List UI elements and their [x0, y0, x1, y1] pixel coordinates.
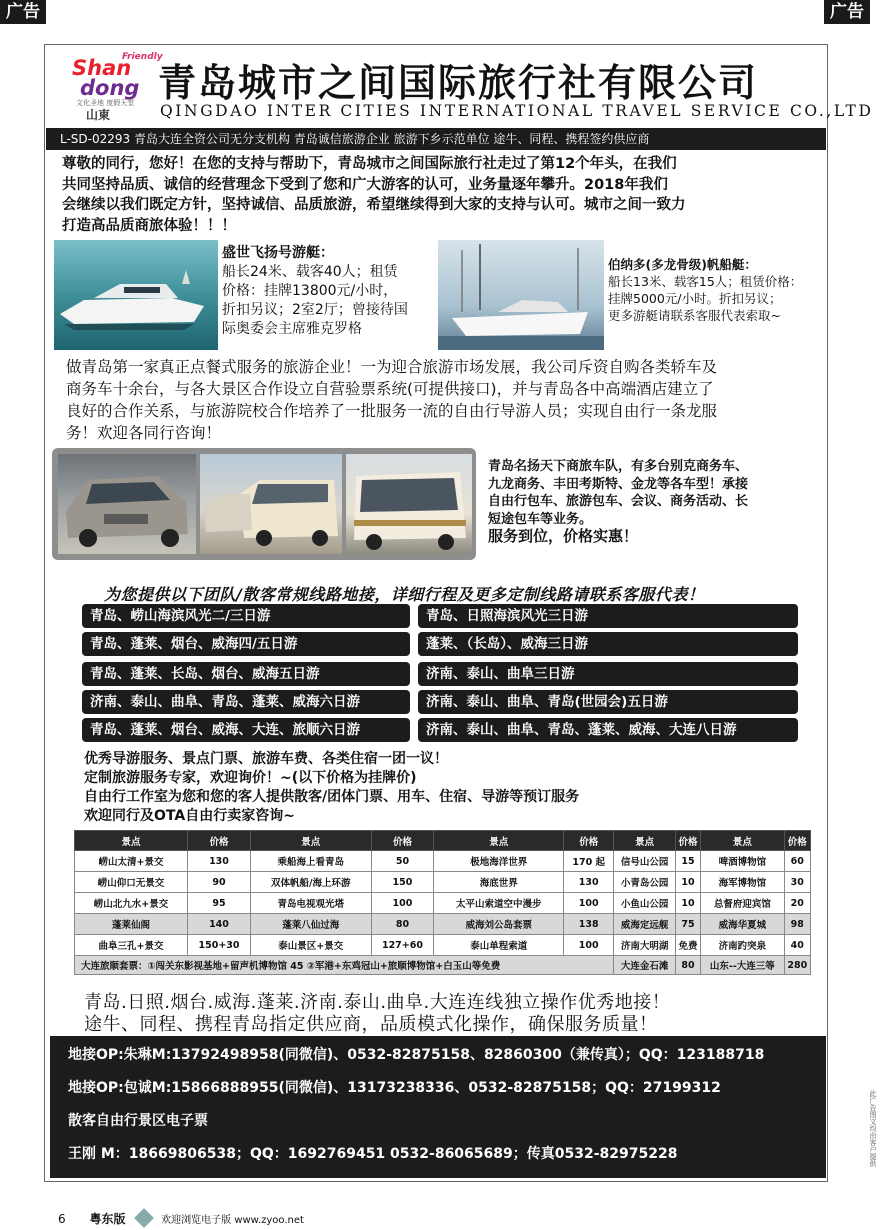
route-item: 济南、泰山、曲阜、青岛(世园会)五日游	[418, 690, 798, 714]
ad-label-left: 广告	[0, 0, 46, 24]
page-footer	[58, 1210, 304, 1227]
fleet-description	[488, 458, 816, 546]
logo-shandong-cn: 山東	[86, 108, 111, 122]
contact-line: 地接OP:包诚M:15866888955(同微信)、13173238336、0532-82875158；QQ：27199312	[68, 1080, 721, 1096]
table-cell: 138	[564, 914, 614, 935]
fleet-line: 自由行包车、旅游包车、会议、商务活动、长	[488, 494, 749, 509]
table-header-row	[75, 831, 811, 851]
table-header: 价格	[675, 831, 700, 851]
table-cell: 100	[371, 893, 434, 914]
yacht1-title: 盛世飞扬号游艇：	[222, 245, 334, 261]
yacht2-title: 伯纳多(多龙骨级)帆船艇：	[608, 257, 757, 272]
edition-label: 粤东版	[89, 1212, 126, 1226]
coaster-bus-photo	[346, 454, 472, 554]
intro-line: 共同坚持品质、诚信的经营理念下受到了您和广大游客的认可，业务量逐年攀升。2018年我们	[62, 176, 668, 193]
publisher-logo-icon	[134, 1208, 154, 1228]
table-cell: 40	[784, 935, 810, 956]
table-cell: 乘船海上看青岛	[250, 851, 371, 872]
yacht-photo	[54, 240, 218, 350]
table-cell: 崂山仰口无景交	[75, 872, 188, 893]
paragraph-line: 务！欢迎各同行咨询！	[66, 424, 222, 442]
fleet-line: 青岛名扬天下商旅车队，有多台别克商务车、	[488, 459, 749, 474]
table-cell: 小青岛公园	[614, 872, 675, 893]
slogan	[84, 992, 804, 1036]
table-row	[75, 956, 811, 975]
intro-paragraph	[62, 154, 802, 236]
vans-photo	[200, 454, 342, 554]
route-item: 青岛、蓬莱、烟台、威海、大连、旅顺六日游	[82, 718, 410, 742]
service-list	[84, 750, 804, 826]
service-line: 定制旅游服务专家，欢迎询价！~(以下价格为挂牌价)	[84, 770, 417, 786]
route-item: 青岛、崂山海滨风光二/三日游	[82, 604, 410, 628]
table-cell: 20	[784, 893, 810, 914]
table-row	[75, 851, 811, 872]
table-cell: 崂山北九水+景交	[75, 893, 188, 914]
table-cell: 威海华夏城	[701, 914, 784, 935]
table-cell: 泰山单程索道	[434, 935, 564, 956]
side-disclaimer: 此广告图文均由客户提供	[869, 1090, 877, 1167]
paragraph-line: 商务车十余台，与各大景区合作设立自营验票系统(可提供接口)，并与青岛各中高端酒店建立了	[66, 380, 714, 398]
intro-line: 尊敬的同行，您好！在您的支持与帮助下，青岛城市之间国际旅行社走过了第12个年头，在我们	[62, 156, 677, 172]
table-cell: 10	[675, 872, 700, 893]
table-cell: 15	[675, 851, 700, 872]
table-cell: 小鱼山公园	[614, 893, 675, 914]
route-item: 青岛、蓬莱、长岛、烟台、威海五日游	[82, 662, 410, 686]
table-row	[75, 914, 811, 935]
logo-friendly: Friendly	[122, 52, 163, 62]
shandong-logo	[70, 52, 163, 122]
website-link[interactable]: 欢迎浏览电子版 www.zyoo.net	[161, 1215, 304, 1226]
package-cell: 大连旅顺套票：①闯关东影视基地+留声机博物馆 45 ②军港+东鸡冠山+旅顺博物馆+白玉山等免费	[75, 956, 614, 975]
slogan-line: 青岛.日照.烟台.威海.蓬莱.济南.泰山.曲阜.大连连线独立操作优秀地接！	[84, 992, 671, 1013]
table-cell: 泰山景区+景交	[250, 935, 371, 956]
route-item: 蓬莱、（长岛）、威海三日游	[418, 632, 798, 656]
table-row	[75, 935, 811, 956]
table-cell: 威海定远舰	[614, 914, 675, 935]
table-cell: 啤酒博物馆	[701, 851, 784, 872]
table-header: 景点	[701, 831, 784, 851]
table-cell: 青岛电视观光塔	[250, 893, 371, 914]
intro-line: 会继续以我们既定方针，坚持诚信、品质旅游，希望继续得到大家的支持与认可。城市之间一致力	[62, 197, 686, 213]
yacht1-line: 际奥委会主席雅克罗格	[222, 321, 362, 337]
table-row	[75, 872, 811, 893]
table-cell: 140	[188, 914, 251, 935]
table-cell: 济南趵突泉	[701, 935, 784, 956]
table-cell: 免费	[675, 935, 700, 956]
table-header: 价格	[188, 831, 251, 851]
yacht1-line: 船长24米、载客40人；租赁	[222, 264, 398, 280]
service-line: 优秀导游服务、景点门票、旅游车费、各类住宿一团一议！	[84, 751, 448, 767]
vehicle-photo-panel	[52, 448, 476, 560]
buick-mpv-photo	[58, 454, 196, 554]
paragraph-line: 做青岛第一家真正点餐式服务的旅游企业！一为迎合旅游市场发展，我公司斥资自购各类轿车及	[66, 358, 718, 376]
table-cell: 大连金石滩	[614, 956, 675, 975]
table-cell: 太平山索道空中漫步	[434, 893, 564, 914]
table-cell: 60	[784, 851, 810, 872]
fleet-line: 九龙商务、丰田考斯特、金龙等各车型！承接	[488, 476, 749, 492]
intro-line: 打造高品质商旅体验！！！	[62, 217, 236, 234]
table-cell: 50	[371, 851, 434, 872]
company-title-cn: 青岛城市之间国际旅行社有限公司	[158, 61, 759, 105]
contact-panel	[50, 1036, 826, 1178]
table-cell: 海底世界	[434, 872, 564, 893]
table-header: 景点	[434, 831, 564, 851]
logo-shan: Shan	[72, 56, 132, 80]
table-cell: 280	[784, 956, 810, 975]
route-item: 青岛、日照海滨风光三日游	[418, 604, 798, 628]
yacht1-line: 价格：挂牌13800元/小时，	[222, 283, 398, 299]
table-cell: 150+30	[188, 935, 251, 956]
yacht2-line: 更多游艇请联系客服代表索取~	[608, 308, 781, 323]
fleet-slogan: 服务到位，价格实惠！	[488, 527, 639, 545]
logo-dong: dong	[80, 76, 140, 100]
table-cell: 130	[188, 851, 251, 872]
table-cell: 山东--大连三等	[701, 956, 784, 975]
company-title-en: QINGDAO INTER CITIES INTERNATIONAL TRAVEL SERVICE CO.,LTD	[160, 102, 874, 120]
table-cell: 双体帆船/海上环游	[250, 872, 371, 893]
table-cell: 100	[564, 935, 614, 956]
route-item: 济南、泰山、曲阜三日游	[418, 662, 798, 686]
table-cell: 信号山公园	[614, 851, 675, 872]
ad-label-right: 广告	[824, 0, 870, 24]
table-cell: 济南大明湖	[614, 935, 675, 956]
table-cell: 80	[371, 914, 434, 935]
paragraph-line: 良好的合作关系，与旅游院校合作培养了一批服务一流的自由行导游人员；实现自由行一条龙服	[66, 402, 718, 420]
table-cell: 170 起	[564, 851, 614, 872]
yacht1-line: 折扣另议；2室2厅；曾接待国	[222, 302, 408, 318]
route-item: 青岛、蓬莱、烟台、威海四/五日游	[82, 632, 410, 656]
contact-line: 王刚 M：18669806538；QQ：1692769451 0532-86065689；传真0532-82975228	[68, 1146, 678, 1162]
table-cell: 95	[188, 893, 251, 914]
table-cell: 曲阜三孔+景交	[75, 935, 188, 956]
table-header: 价格	[564, 831, 614, 851]
table-cell: 10	[675, 893, 700, 914]
table-header: 价格	[371, 831, 434, 851]
logo-slogan: 文化圣地 度假天堂	[76, 99, 135, 107]
table-row	[75, 893, 811, 914]
fleet-line: 短途包车等业务。	[488, 511, 593, 527]
table-cell: 98	[784, 914, 810, 935]
table-cell: 75	[675, 914, 700, 935]
table-cell: 150	[371, 872, 434, 893]
table-cell: 90	[188, 872, 251, 893]
routes-heading: 为您提供以下团队/散客常规线路地接，详细行程及更多定制线路请联系客服代表！	[104, 585, 705, 604]
service-paragraph	[66, 356, 806, 444]
table-header: 景点	[614, 831, 675, 851]
yacht2-line: 挂牌5000元/小时。折扣另议；	[608, 291, 782, 306]
yacht1-description	[222, 244, 432, 339]
table-cell: 总督府迎宾馆	[701, 893, 784, 914]
table-cell: 30	[784, 872, 810, 893]
slogan-line: 途牛、同程、携程青岛指定供应商，品质模式化操作，确保服务质量！	[84, 1014, 658, 1035]
license-bar: L-SD-02293 青岛大连全资公司无分支机构 青岛诚信旅游企业 旅游下乡示范单位 途牛、同程、携程签约供应商	[46, 128, 826, 150]
table-cell: 127+60	[371, 935, 434, 956]
table-cell: 80	[675, 956, 700, 975]
table-cell: 100	[564, 893, 614, 914]
table-header: 价格	[784, 831, 810, 851]
service-line: 自由行工作室为您和您的客人提供散客/团体门票、用车、住宿、导游等预订服务	[84, 789, 580, 805]
route-item: 济南、泰山、曲阜、青岛、蓬莱、威海六日游	[82, 690, 410, 714]
yacht2-description	[608, 256, 822, 324]
table-cell: 130	[564, 872, 614, 893]
table-header: 景点	[75, 831, 188, 851]
service-line: 欢迎同行及OTA自由行卖家咨询~	[84, 808, 295, 824]
table-cell: 蓬莱八仙过海	[250, 914, 371, 935]
sailboat-photo	[438, 240, 604, 350]
table-cell: 海军博物馆	[701, 872, 784, 893]
yacht2-line: 船长13米、载客15人；租赁价格：	[608, 274, 803, 289]
table-cell: 威海刘公岛套票	[434, 914, 564, 935]
contact-line: 散客自由行景区电子票	[68, 1113, 208, 1129]
table-header: 景点	[250, 831, 371, 851]
ticket-price-table	[74, 830, 811, 975]
table-cell: 蓬莱仙阁	[75, 914, 188, 935]
route-item: 济南、泰山、曲阜、青岛、蓬莱、威海、大连八日游	[418, 718, 798, 742]
table-cell: 极地海洋世界	[434, 851, 564, 872]
contact-line: 地接OP:朱琳M:13792498958(同微信)、0532-82875158、82860300（兼传真）；QQ：123188718	[68, 1047, 765, 1063]
table-cell: 崂山太清+景交	[75, 851, 188, 872]
page-number: 6	[58, 1212, 66, 1226]
